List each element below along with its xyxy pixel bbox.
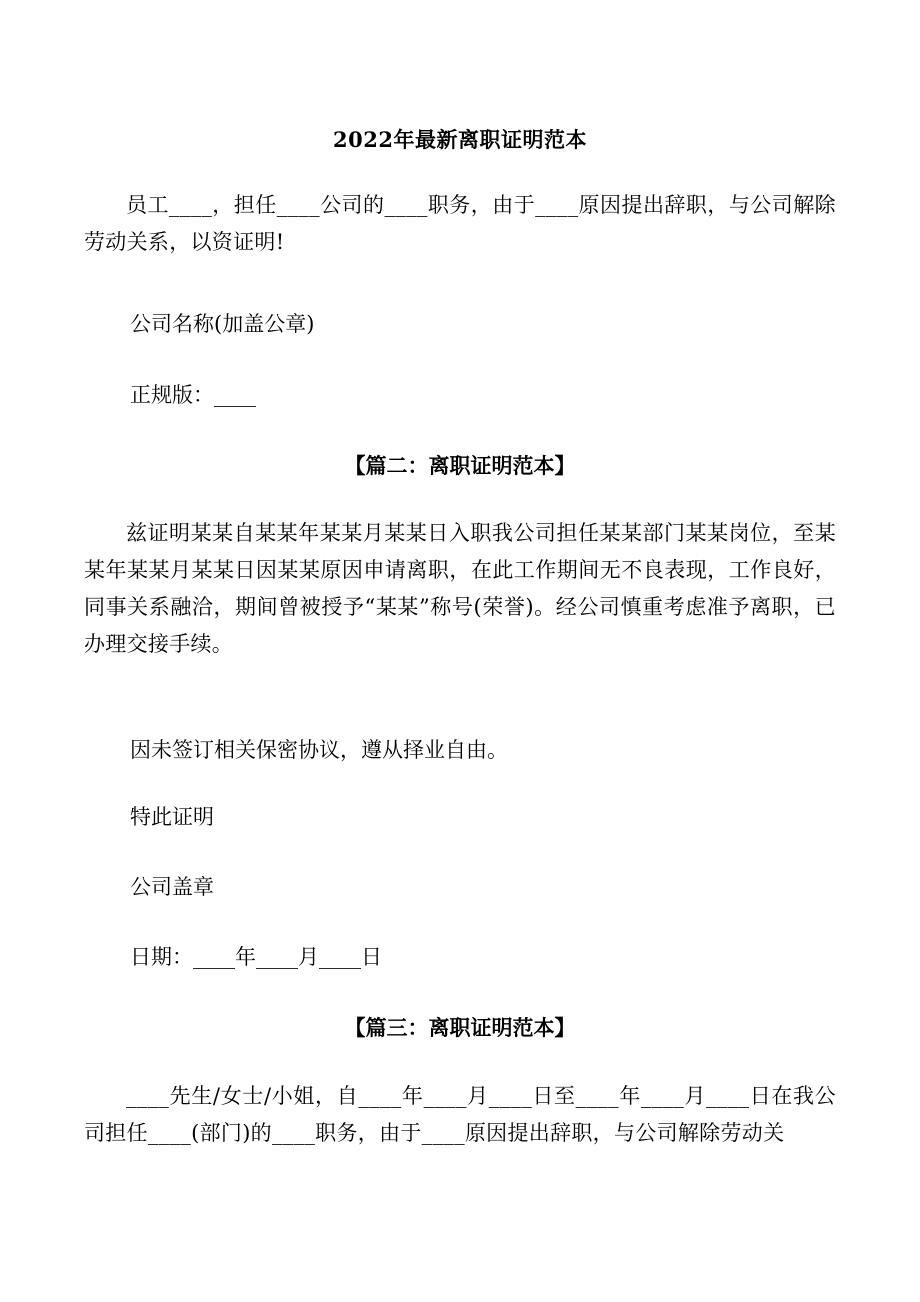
section2-certify: 特此证明 bbox=[130, 805, 214, 829]
section3-heading: 【篇三：离职证明范本】 bbox=[344, 1015, 576, 1040]
section1-company-name: 公司名称(加盖公章) bbox=[130, 312, 315, 336]
section2-heading: 【篇二：离职证明范本】 bbox=[344, 453, 576, 478]
section1-body: 员工____，担任____公司的____职务，由于____原因提出辞职，与公司解除劳动关系，以资证明! bbox=[84, 193, 836, 254]
section3-body: ____先生/女士/小姐，自____年____月____日至____年____月____日在我公司担任____(部门)的____职务，由于____原因提出辞职，与公司解除劳动关 bbox=[84, 1084, 836, 1145]
section2-date: 日期：____年____月____日 bbox=[130, 945, 382, 969]
section2-body: 兹证明某某自某某年某某月某某日入职我公司担任某某部门某某岗位，至某某年某某月某某日因某某原因申请离职，在此工作期间无不良表现，工作良好，同事关系融洽，期间曾被授予“某某”称号(荣誉)。经公司慎重考虑准予离职，已办理交接手续。 bbox=[84, 521, 836, 656]
section2-confidentiality: 因未签订相关保密协议，遵从择业自由。 bbox=[130, 738, 508, 762]
document-title: 2022年最新离职证明范本 bbox=[333, 127, 587, 152]
section1-version: 正规版：____ bbox=[130, 383, 256, 407]
section2-stamp: 公司盖章 bbox=[130, 875, 214, 899]
